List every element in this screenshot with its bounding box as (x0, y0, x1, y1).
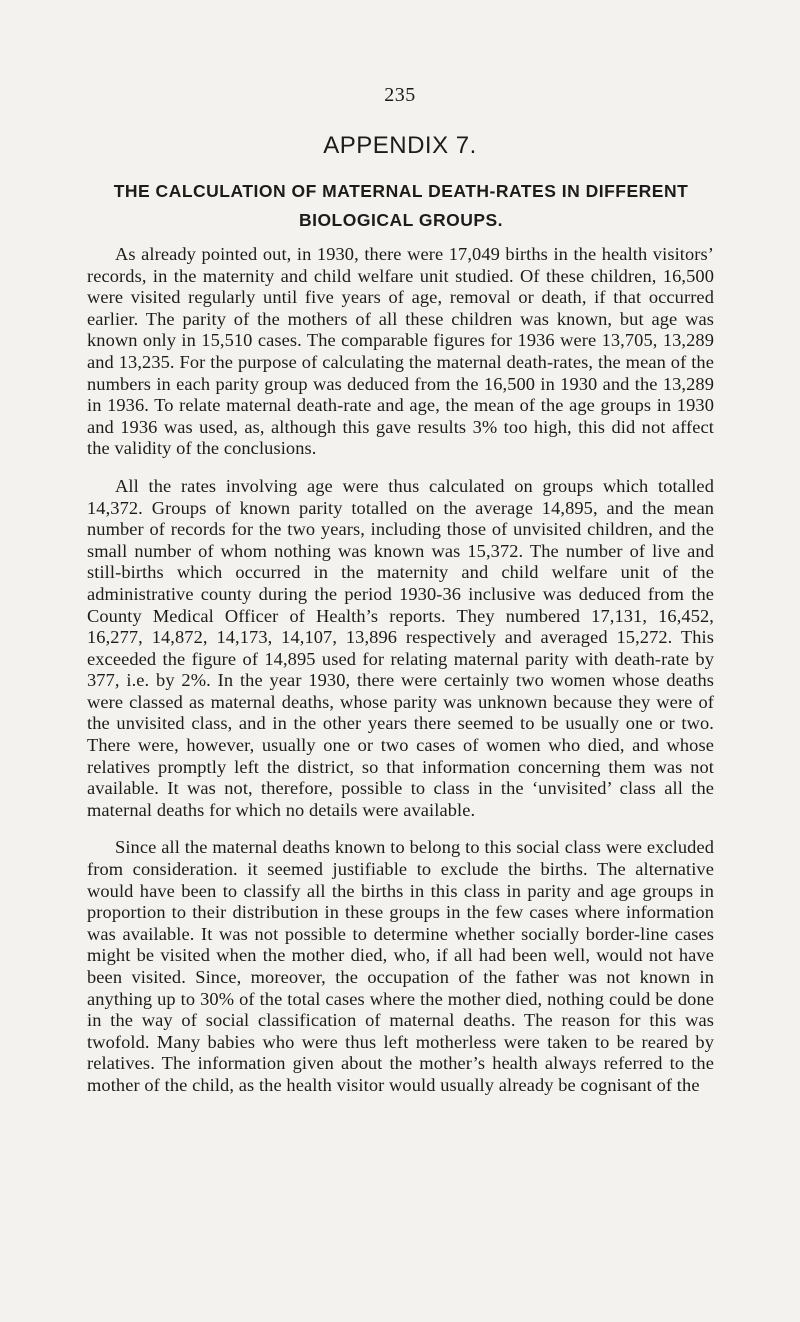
paragraph-2: All the rates involving age were thus calculated on groups which totalled 14,372. Groups of known parity totalled on the average 14,895, and the mean number of records for the two years, including those of unvisited children, and the small number of whom nothing was known was 15,372. The number of live and still-births which occurred in the maternity and child welfare unit of the administrative county during the period 1930-36 inclusive was deduced from the County Medical Officer of Health’s reports. They numbered 17,131, 16,452, 16,277, 14,872, 14,173, 14,107, 13,896 respectively and averaged 15,272. This exceeded the figure of 14,895 used for relating maternal parity with death-rate by 377, i.e. by 2%. In the year 1930, there were certainly two women whose deaths were classed as maternal deaths, whose parity was unknown because they were of the unvisited class, and in the other years there seemed to be usually one or two. There were, however, usually one or two cases of women who died, and whose relatives promptly left the district, so that information concerning them was not available. It was not, therefore, possible to class in the ‘unvisited’ class all the maternal deaths for which no details were available. (87, 475, 714, 820)
appendix-title: APPENDIX 7. (323, 132, 477, 159)
section-heading: THE CALCULATION OF MATERNAL DEATH-RATES IN DIFFERENT BIOLOGICAL GROUPS. (113, 181, 689, 230)
page-number: 235 (384, 84, 416, 106)
paragraph-3: Since all the maternal deaths known to belong to this social class were excluded from consideration. it seemed justifiable to exclude the births. The alternative would have been to classify all the births in this class in parity and age groups in proportion to their distribution in these groups in the few cases where information was available. It was not possible to determine whether socially border-line cases might be visited when the mother died, who, if all had been well, would not have been visited. Since, moreover, the occupation of the father was not known in anything up to 30% of the total cases where the mother died, nothing could be done in the way of social classification of maternal deaths. The reason for this was twofold. Many babies who were thus left motherless were taken to be reared by relatives. The information given about the mother’s health always referred to the mother of the child, as the health visitor would usually already be cognisant of the (87, 837, 714, 1095)
paragraph-1: As already pointed out, in 1930, there were 17,049 births in the health visitors’ records, in the maternity and child welfare unit studied. Of these children, 16,500 were visited regularly until five years of age, removal or death, if that occurred earlier. The parity of the mothers of all these children was known, but age was known only in 15,510 cases. The comparable figures for 1936 were 13,705, 13,289 and 13,235. For the purpose of calculating the maternal death-rates, the mean of the numbers in each parity group was deduced from the 16,500 in 1930 and the 13,289 in 1936. To relate maternal death-rate and age, the mean of the age groups in 1930 and 1936 was used, as, although this gave results 3% too high, this did not affect the validity of the conclusions. (87, 244, 714, 459)
body-text (87, 244, 714, 1097)
